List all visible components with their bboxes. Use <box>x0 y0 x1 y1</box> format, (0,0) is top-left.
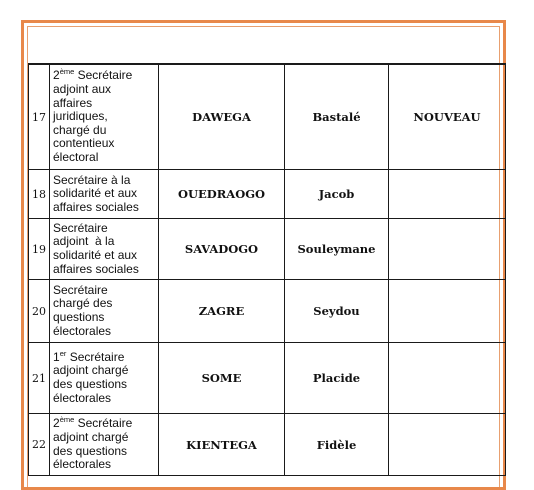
status-cell <box>389 280 506 343</box>
role-line-text: Secrétaire <box>77 68 133 83</box>
role-line: juridiques, <box>53 109 108 124</box>
role-line: adjoint à la <box>53 234 115 249</box>
role-line-text: Secrétaire <box>77 416 133 431</box>
status-cell <box>389 219 506 280</box>
role-line: Secrétaire à la <box>53 172 131 187</box>
role-line: chargé du <box>53 122 107 137</box>
role-line: électorales <box>53 457 112 472</box>
role-line: adjoint chargé <box>53 363 129 378</box>
role-ordinal-suffix: ème <box>59 67 75 77</box>
last-name-cell: SAVADOGO <box>159 219 285 280</box>
role-line: électorales <box>53 323 112 338</box>
role-line <box>53 69 156 83</box>
first-name-cell: Souleymane <box>285 219 389 280</box>
role-cell <box>50 170 159 219</box>
last-name-cell: KIENTEGA <box>159 414 285 476</box>
role-cell <box>50 343 159 414</box>
role-cell <box>50 219 159 280</box>
role-line: Secrétaire <box>53 282 108 297</box>
role-line: contentieux <box>53 136 115 151</box>
status-cell <box>389 170 506 219</box>
role-ordinal-suffix: ème <box>59 415 75 425</box>
row-number: 22 <box>29 414 50 476</box>
table-row <box>29 219 506 280</box>
table-row <box>29 280 506 343</box>
status-cell: NOUVEAU <box>389 65 506 170</box>
role-line <box>53 417 156 431</box>
role-cell <box>50 414 159 476</box>
role-cell <box>50 65 159 170</box>
first-name-cell: Bastalé <box>285 65 389 170</box>
row-number: 17 <box>29 65 50 170</box>
role-line: questions <box>53 310 105 324</box>
role-line: adjoint chargé <box>53 429 129 444</box>
role-line: des questions <box>53 443 128 458</box>
table-row <box>29 65 506 170</box>
status-cell <box>389 414 506 476</box>
role-line: affaires sociales <box>53 199 139 214</box>
row-number: 21 <box>29 343 50 414</box>
last-name-cell: ZAGRE <box>159 280 285 343</box>
roster-table <box>28 64 506 476</box>
role-line-text: Secrétaire <box>69 349 125 364</box>
table-row <box>29 414 506 476</box>
status-cell <box>389 343 506 414</box>
role-line: affaires sociales <box>53 261 139 276</box>
row-number: 20 <box>29 280 50 343</box>
last-name-cell: SOME <box>159 343 285 414</box>
role-ordinal: 2 <box>53 68 60 83</box>
role-line: des questions <box>53 377 128 391</box>
role-ordinal: 2 <box>53 416 60 431</box>
role-line: solidarité et aux <box>53 186 138 201</box>
role-cell <box>50 280 159 343</box>
first-name-cell: Placide <box>285 343 389 414</box>
role-line: affaires <box>53 95 93 110</box>
row-number: 18 <box>29 170 50 219</box>
first-name-cell: Jacob <box>285 170 389 219</box>
role-line: adjoint aux <box>53 82 112 97</box>
role-line: chargé des <box>53 296 113 311</box>
table-row <box>29 343 506 414</box>
row-number: 19 <box>29 219 50 280</box>
table-row <box>29 170 506 219</box>
last-name-cell: OUEDRAOGO <box>159 170 285 219</box>
role-line: solidarité et aux <box>53 248 138 262</box>
last-name-cell: DAWEGA <box>159 65 285 170</box>
first-name-cell: Fidèle <box>285 414 389 476</box>
role-line: Secrétaire <box>53 220 108 235</box>
first-name-cell: Seydou <box>285 280 389 343</box>
role-line: électoral <box>53 149 99 164</box>
role-ordinal-suffix: er <box>59 348 67 358</box>
role-line <box>53 348 156 365</box>
role-line: électorales <box>53 390 112 405</box>
role-ordinal: 1 <box>53 349 60 364</box>
